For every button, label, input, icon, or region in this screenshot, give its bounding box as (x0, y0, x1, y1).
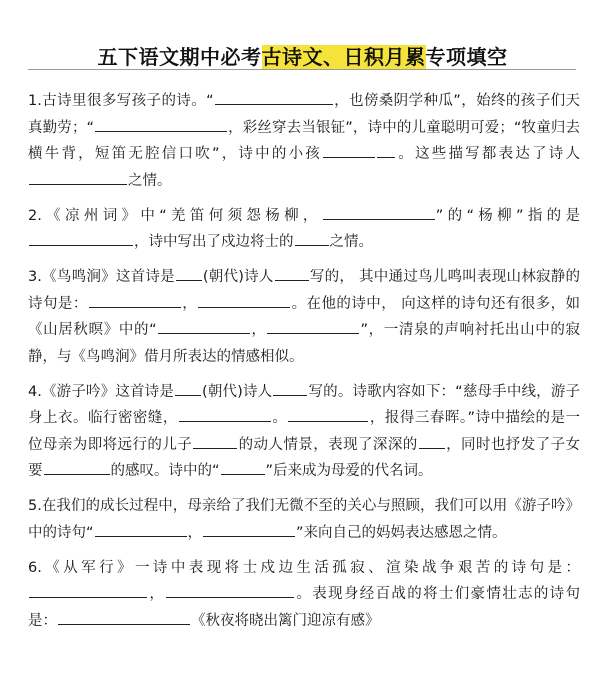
answer-blank[interactable] (29, 583, 147, 598)
question-text: ，诗中写出了戍边将士的 (134, 234, 294, 250)
question-text: ， (181, 295, 198, 312)
question-text: ，同时也抒发了子女要 (28, 436, 581, 479)
answer-blank[interactable] (176, 266, 202, 281)
question-text: ”，一清泉的声响衬托出山中的寂静，与《鸟鸣涧》借月所表达的情感相似。 (28, 322, 581, 365)
answer-blank[interactable] (288, 407, 368, 422)
answer-blank[interactable] (158, 319, 250, 334)
answer-blank[interactable] (377, 143, 395, 158)
title-part-1: 五下语文期中必考 (97, 45, 262, 69)
question-text: 《凉州词》中“羌笛何须怨杨柳， (41, 207, 322, 224)
title-highlighted-part: 古诗文、日积月累 (261, 45, 426, 69)
question-text: 《游子吟》这首诗是 (41, 383, 175, 400)
answer-blank[interactable] (323, 205, 435, 220)
answer-blank[interactable] (44, 460, 110, 475)
question-3 (28, 264, 580, 370)
question-number: 1. (28, 93, 42, 109)
question-text: 的动人情景，表现了深深的 (238, 436, 418, 453)
title-divider (28, 69, 576, 70)
question-text: ， (148, 586, 166, 602)
question-text: 。在他的诗中， 向这样的诗句还有很多，如《山居秋暝》中的“ (28, 295, 581, 338)
question-text: ”来向自己的妈妈表达感恩之情。 (296, 524, 507, 541)
answer-blank[interactable] (198, 293, 290, 308)
question-number: 3. (28, 269, 42, 285)
answer-blank[interactable] (323, 143, 375, 158)
answer-blank[interactable] (273, 381, 307, 396)
answer-blank[interactable] (89, 293, 181, 308)
question-text: ”的“杨柳”指的是 (435, 207, 580, 224)
answer-blank[interactable] (193, 434, 237, 449)
question-text: 。这些描写都表达了诗人 (396, 146, 581, 162)
question-text: ，报得三春晖。”诗中描绘的是一位母亲为即将远行的儿子 (28, 410, 581, 453)
question-text: (朝代)诗人 (202, 383, 273, 400)
question-text: 。 (271, 410, 288, 426)
question-text: 《秋夜将晓出篱门迎凉有感》 (191, 612, 380, 629)
answer-blank[interactable] (175, 381, 201, 396)
answer-blank[interactable] (221, 460, 265, 475)
question-6 (28, 555, 580, 635)
question-text: 之情。 (128, 172, 172, 189)
answer-blank[interactable] (29, 231, 133, 246)
answer-blank[interactable] (419, 434, 445, 449)
question-text: ，也傍桑阴学种瓜”，始终的孩子们天真勤劳；“ (28, 93, 580, 136)
question-text: 的感叹。诗中的“ (110, 463, 220, 479)
question-1 (28, 88, 580, 194)
question-text: ”后来成为母爱的代名词。 (265, 463, 433, 479)
question-2 (28, 203, 580, 256)
question-text: 《从军行》一诗中表现将士戍边生活孤寂、渲染战争艰苦的诗句是： (41, 559, 580, 576)
question-number: 5. (28, 498, 42, 514)
answer-blank[interactable] (215, 90, 333, 105)
question-4 (28, 379, 580, 485)
question-number: 4. (28, 383, 42, 400)
question-text: ， (187, 524, 203, 541)
page-title (0, 44, 605, 70)
question-text: 写的。诗歌内容如下：“慈母手中线，游子身上衣。临行密密缝， (28, 383, 580, 426)
answer-blank[interactable] (295, 231, 329, 246)
question-text: 古诗里很多写孩子的诗。“ (41, 93, 214, 109)
question-5 (28, 493, 580, 546)
answer-blank[interactable] (29, 170, 127, 185)
question-list (28, 88, 580, 643)
answer-blank[interactable] (95, 117, 227, 132)
question-text: 在我们的成长过程中，母亲给了我们无微不至的关心与照顾，我们可以用《游子吟》中的诗句“ (28, 498, 580, 541)
question-number: 2. (28, 207, 42, 224)
answer-blank[interactable] (166, 583, 294, 598)
answer-blank[interactable] (58, 610, 190, 625)
answer-blank[interactable] (95, 522, 187, 537)
question-text: 《鸟鸣涧》这首诗是 (41, 269, 175, 285)
answer-blank[interactable] (267, 319, 359, 334)
question-text: 。表现身经百战的将士们豪情壮志的诗句是： (28, 586, 581, 629)
answer-blank[interactable] (179, 407, 271, 422)
question-text: 写的， 其中通过鸟儿鸣叫表现山林寂静的诗句是： (28, 269, 580, 312)
answer-blank[interactable] (203, 522, 295, 537)
question-text: ， (250, 322, 267, 338)
answer-blank[interactable] (275, 266, 309, 281)
question-text: ，彩丝穿去当银钲”，诗中的儿童聪明可爱；“牧童归去横牛背，短笛无腔信口吹”，诗中的小孩 (28, 119, 580, 162)
question-number: 6. (28, 559, 42, 576)
question-text: (朝代)诗人 (202, 269, 274, 285)
title-part-3: 专项填空 (425, 45, 508, 69)
question-text: 之情。 (329, 234, 373, 250)
